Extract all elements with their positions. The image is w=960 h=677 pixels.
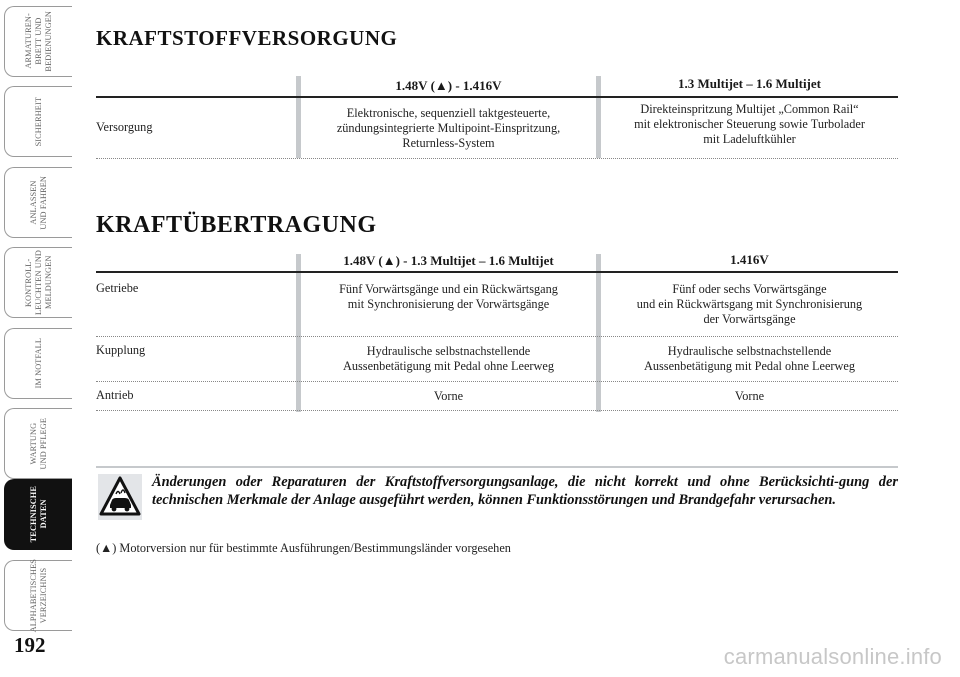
cell-versorgung-diesel: Direkteinspritzung Multijet „Common Rail“ mit elektronischer Steuerung sowie Turbolader mit Ladeluftkühler (634, 102, 865, 146)
tab-wartung[interactable] (4, 408, 72, 479)
row-label-kupplung: Kupplung (96, 343, 146, 357)
section-title-transmission: KRAFTÜBERTRAGUNG (96, 212, 377, 238)
column-header-models-a: 1.48V (▲) - 1.3 Multijet – 1.6 Multijet (343, 253, 554, 268)
warning-triangle-icon (98, 474, 142, 525)
tab-label: KONTROLL- LEUCHTEN UND MELDUNGEN (23, 249, 53, 316)
tab-alphabetisches-verzeichnis[interactable] (4, 560, 72, 631)
tab-label: IM NOTFALL (33, 338, 43, 389)
cell-antrieb-b: Vorne (734, 389, 765, 403)
cell-kupplung-b: Hydraulische selbstnachstellende Aussenbetätigung mit Pedal ohne Leerweg (643, 344, 856, 373)
tab-label: ANLASSEN UND FAHREN (28, 175, 48, 230)
row-rule (96, 381, 898, 382)
row-rule (96, 410, 898, 411)
tab-label: ARMATUREN- BRETT UND BEDIENUNGEN (23, 11, 53, 72)
header-rule (96, 271, 898, 273)
cell-kupplung-a: Hydraulische selbstnachstellende Aussenbetätigung mit Pedal ohne Leerweg (342, 344, 555, 373)
tab-im-notfall[interactable] (4, 328, 72, 399)
page-number: 192 (14, 633, 46, 657)
column-header-petrol: 1.48V (▲) - 1.416V (395, 78, 502, 93)
row-label-antrieb: Antrieb (96, 388, 134, 402)
watermark: carmanualsonline.info (723, 644, 942, 669)
cell-getriebe-a: Fünf Vorwärtsgänge und ein Rückwärtsgang mit Synchronisierung der Vorwärtsgänge (339, 282, 558, 311)
warning-text: Änderungen oder Reparaturen der Kraftstoffversorgungsanlage, die nicht korrekt und ohne Berücksichti-gung der technischen Merkmale der Anlage ausgeführt werden, können Funktionsstörungen und Brandgefahr verursachen. (152, 474, 898, 508)
fuel-supply-table (96, 72, 898, 162)
cell-versorgung-petrol: Elektronische, sequenziell taktgesteuerte, zündungsintegrierte Multipoint-Einspritzung, Returnless-System (336, 106, 561, 150)
transmission-table (96, 250, 898, 415)
tab-kontrollleuchten[interactable] (4, 247, 72, 318)
footnote: (▲) Motorversion nur für bestimmte Ausführungen/Bestimmungsländer vorgesehen (96, 541, 511, 555)
warning-rule (96, 466, 898, 468)
section-title-fuel-supply: KRAFTSTOFFVERSORGUNG (96, 26, 398, 50)
tab-sicherheit[interactable] (4, 86, 72, 157)
tab-label: WARTUNG UND PFLEGE (28, 417, 48, 470)
tab-label: TECHNISCHE DATEN (28, 486, 48, 543)
row-rule (96, 158, 898, 159)
column-header-models-b: 1.416V (730, 252, 769, 267)
tab-armaturenbrett[interactable] (4, 6, 72, 77)
column-header-diesel: 1.3 Multijet – 1.6 Multijet (678, 76, 821, 91)
row-label-getriebe: Getriebe (96, 281, 139, 295)
cell-getriebe-b: Fünf oder sechs Vorwärtsgänge und ein Rückwärtsgang mit Synchronisierung der Vorwärtsgänge (636, 282, 863, 326)
tab-label: SICHERHEIT (33, 96, 43, 147)
row-label-versorgung: Versorgung (96, 120, 153, 134)
tab-technische-daten[interactable] (4, 479, 72, 550)
header-rule (96, 96, 898, 98)
tab-label: ALPHABETISCHES VERZEICHNIS (28, 558, 48, 633)
tab-anlassen[interactable] (4, 167, 72, 238)
cell-antrieb-a: Vorne (433, 389, 464, 403)
row-rule (96, 336, 898, 337)
